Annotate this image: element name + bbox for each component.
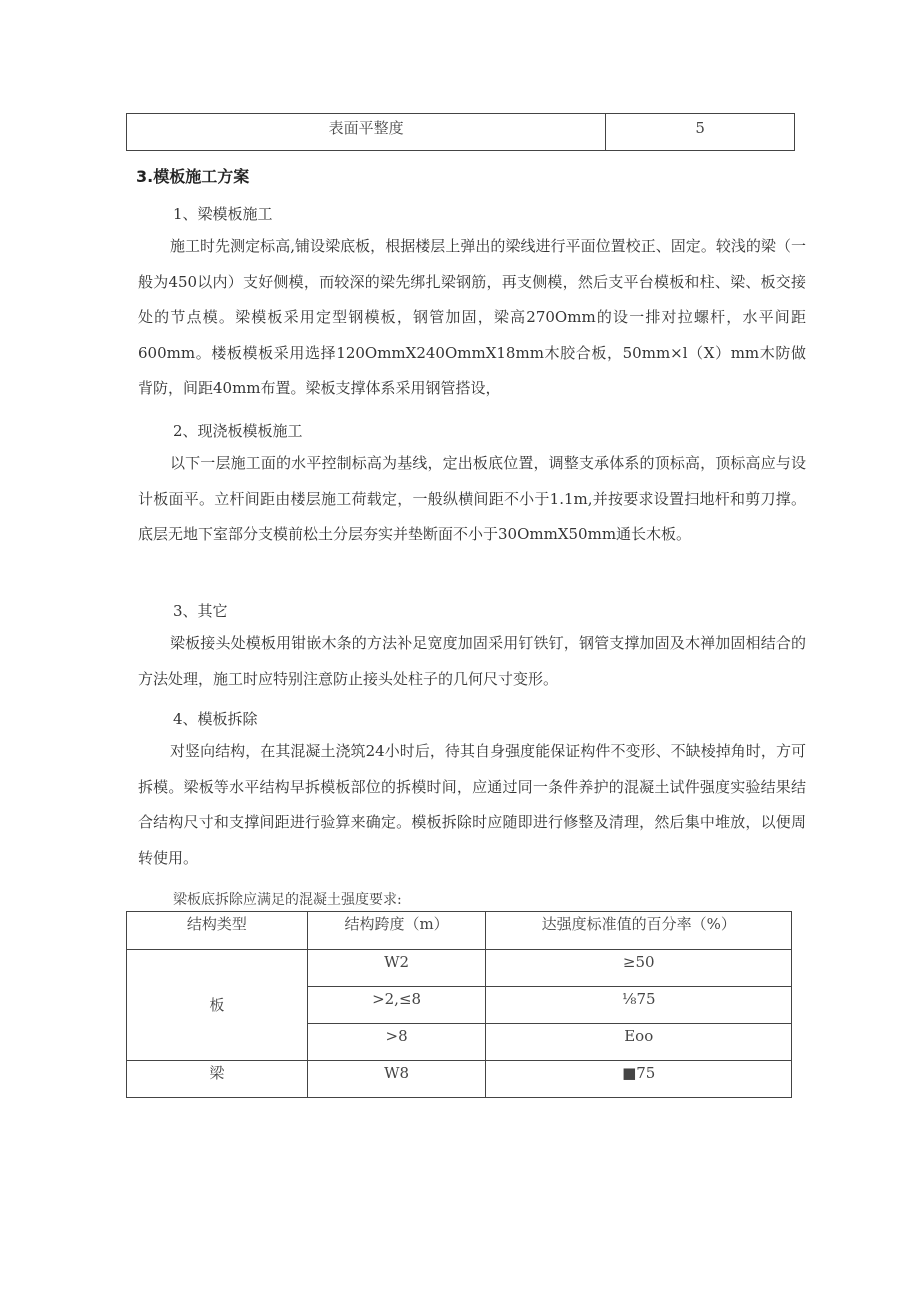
table-cell-percent: ■75 — [486, 1061, 792, 1098]
subsection-title-formwork-removal: 4、模板拆除 — [173, 710, 258, 728]
table-cell-span: >8 — [307, 1024, 486, 1061]
subsection-title-slab-formwork: 2、现浇板模板施工 — [173, 422, 303, 440]
table-cell-span: W2 — [307, 950, 486, 987]
table-cell-percent: ≥50 — [486, 950, 792, 987]
flatness-table — [126, 113, 795, 151]
paragraph-other: 梁板接头处模板用钳嵌木条的方法补足宽度加固采用钉铁钉，钢管支撑加固及木禅加固相结合的方法处理，施工时应特别注意防止接头处柱子的几何尺寸变形。 — [138, 634, 806, 688]
column-header-structure-type: 结构类型 — [127, 912, 308, 950]
subsection-title-other: 3、其它 — [173, 602, 228, 620]
column-header-span: 结构跨度（m） — [307, 912, 486, 950]
table-cell-span: >2,≤8 — [307, 987, 486, 1024]
table-cell-span: W8 — [307, 1061, 486, 1098]
paragraph-slab-formwork: 以下一层施工面的水平控制标高为基线，定出板底位置，调整支承体系的顶标高，顶标高应与设计板面平。立杆间距由楼层施工荷载定，一般纵横间距不小于1.1m,并按要求设置扫地杆和剪刀撑。底层无地下室部分支模前松土分层夯实并垫断面不小于30OmmX50mm通长木板。 — [138, 454, 806, 543]
paragraph-beam-formwork: 施工时先测定标高,铺设梁底板，根据楼层上弹出的梁线进行平面位置校正、固定。较浅的梁（一般为450以内）支好侧模，而较深的梁先绑扎梁钢筋，再支侧模，然后支平台模板和柱、梁、板交接处的节点模。梁模板采用定型钢模板，钢管加固，梁高270Omm的设一排对拉螺杆，水平间距600mm。楼板模板采用选择120OmmX240OmmX18mm木胶合板，50mm×l（X）mm木防做背防，间距40mm布置。梁板支撑体系采用钢管搭设， — [138, 237, 806, 397]
table-row — [127, 950, 792, 987]
table-header-row — [127, 912, 792, 950]
section-heading: 3.模板施工方案 — [136, 167, 250, 186]
table-cell-percent: Eoo — [486, 1024, 792, 1061]
concrete-strength-table — [126, 911, 792, 1098]
table-cell-percent: ⅛75 — [486, 987, 792, 1024]
table-cell-value: 5 — [606, 114, 795, 151]
table-row — [127, 114, 795, 151]
paragraph-formwork-removal: 对竖向结构，在其混凝土浇筑24小时后，待其自身强度能保证构件不变形、不缺棱掉角时，方可拆模。梁板等水平结构早拆模板部位的拆模时间，应通过同一条件养护的混凝土试件强度实验结果结合结构尺寸和支撑间距进行验算来确定。模板拆除时应随即进行修整及清理，然后集中堆放，以便周转使用。 — [138, 742, 806, 867]
table-cell-type-slab: 板 — [127, 950, 308, 1061]
table-row — [127, 1061, 792, 1098]
column-header-percent: 达强度标准值的百分率（%） — [486, 912, 792, 950]
table-cell-item: 表面平整度 — [127, 114, 606, 151]
table-caption: 梁板底拆除应满足的混凝土强度要求: — [173, 892, 402, 908]
subsection-title-beam-formwork: 1、梁模板施工 — [173, 205, 273, 223]
table-cell-type-beam: 梁 — [127, 1061, 308, 1098]
